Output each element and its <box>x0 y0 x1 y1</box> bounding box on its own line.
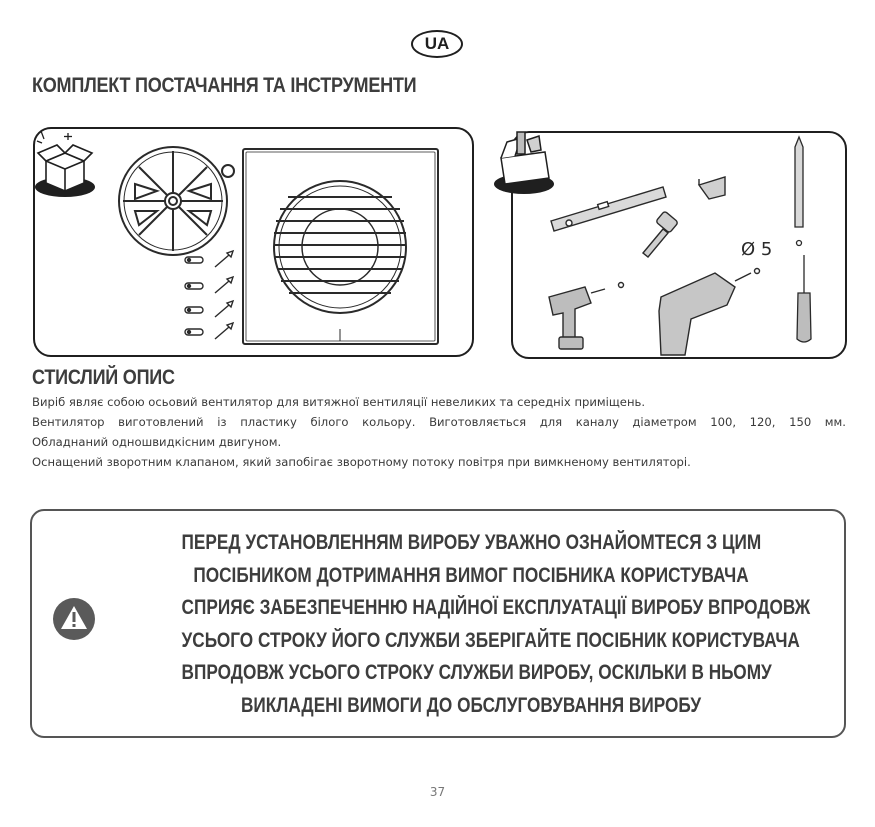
kit-heading: КОМПЛЕКТ ПОСТАЧАННЯ ТА ІНСТРУМЕНТИ <box>32 74 417 97</box>
tools-illustration <box>513 133 845 357</box>
cordless-drill-illustration <box>549 283 624 350</box>
page-number: 37 <box>429 785 446 799</box>
open-box-icon <box>28 127 102 201</box>
warning-icon <box>52 597 96 641</box>
description-line-2: Вентилятор виготовлений із пластику білого кольору. Виготовляється для каналу діаметром 100, 120, 150 мм. <box>32 415 846 429</box>
description-heading: СТИСЛИЙ ОПИС <box>32 366 175 389</box>
tools-panel <box>511 131 847 359</box>
description-line-4: Оснащений зворотним клапаном, який запобігає зворотному потоку повітря при вимкненому вентиляторі. <box>32 455 691 469</box>
tape-measure-illustration <box>699 177 725 199</box>
warning-text <box>118 527 824 723</box>
hammer-drill-illustration <box>659 269 760 356</box>
drill-diameter-label: Ø 5 <box>741 239 773 260</box>
back-valve-illustration <box>119 147 234 255</box>
warning-line-1: ПЕРЕД УСТАНОВЛЕННЯМ ВИРОБУ УВАЖНО ОЗНАЙОМТЕСЯ З ЦИМ <box>181 531 762 554</box>
warning-line-4: УСЬОГО СТРОКУ ЙОГО СЛУЖБИ ЗБЕРІГАЙТЕ ПОСІБНИК КОРИСТУВАЧА <box>181 628 800 652</box>
toolbox-icon <box>487 128 561 198</box>
language-badge-label: UA <box>424 34 450 53</box>
description-line-3: Обладнаний одношвидкісним двигуном. <box>32 435 282 449</box>
screwdriver-illustration <box>797 255 811 342</box>
warning-line-3: СПРИЯЄ ЗАБЕЗПЕЧЕННЮ НАДІЙНОЇ ЕКСПЛУАТАЦІЇ ВИРОБУ ВПРОДОВЖ <box>181 596 811 620</box>
warning-line-2: ПОСІБНИКОМ ДОТРИМАННЯ ВИМОГ ПОСІБНИКА КОРИСТУВАЧА <box>193 563 749 587</box>
pencil-illustration <box>795 137 803 246</box>
fan-front-panel-illustration <box>243 149 438 344</box>
warning-line-5: ВПРОДОВЖ УСЬОГО СТРОКУ СЛУЖБИ ВИРОБУ, ОСКІЛЬКИ В НЬОМУ <box>181 661 772 685</box>
description-line-1: Виріб являє собою осьовий вентилятор для витяжної вентиляції невеликих та середніх приміщень. <box>32 395 646 409</box>
warning-line-6: ВИКЛАДЕНІ ВИМОГИ ДО ОБСЛУГОВУВАННЯ ВИРОБУ <box>240 693 702 717</box>
hammer-illustration <box>643 211 678 257</box>
language-badge <box>411 30 463 58</box>
level-illustration <box>551 187 666 231</box>
screws-and-dowels-illustration <box>185 251 233 339</box>
